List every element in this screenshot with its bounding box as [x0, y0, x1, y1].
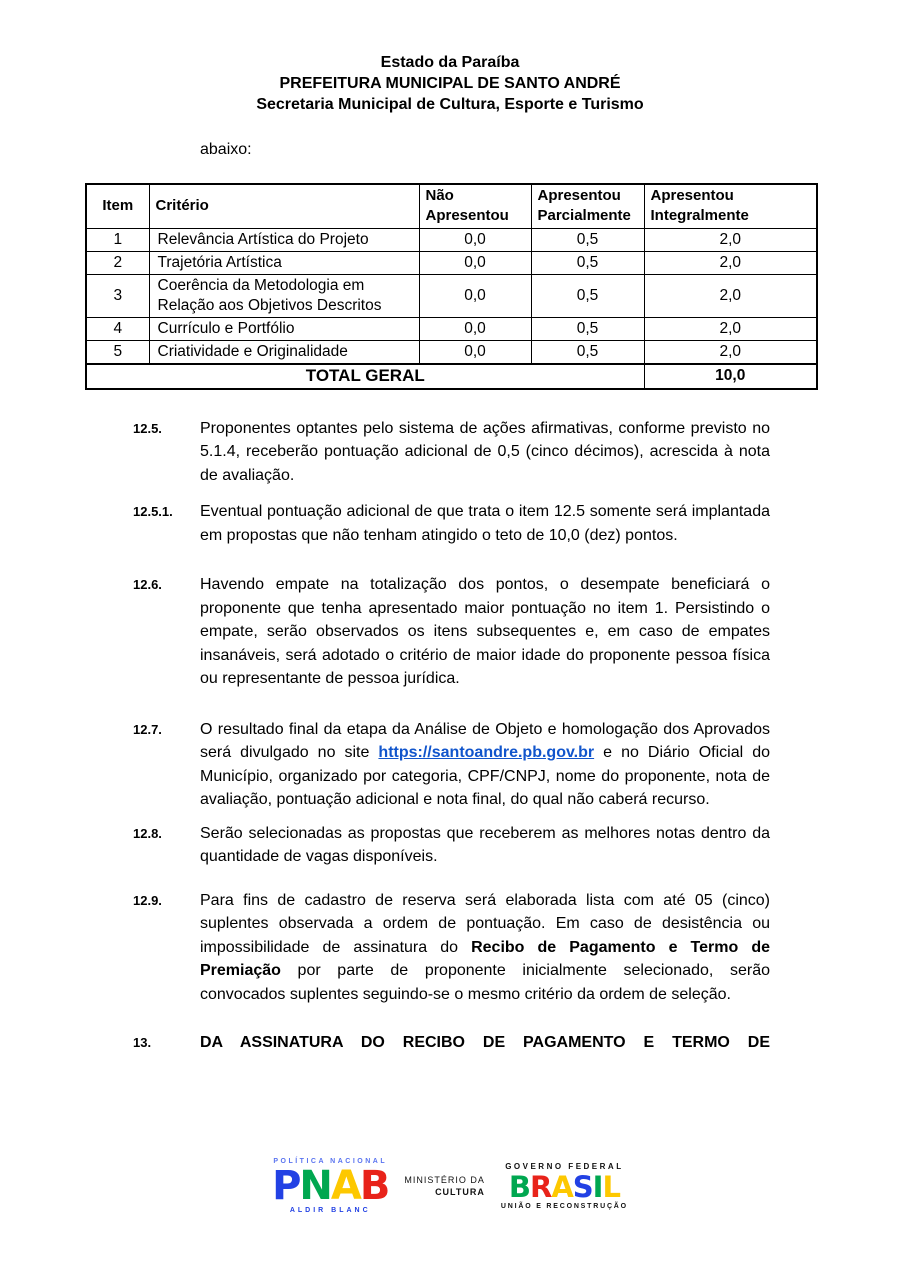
pnab-letter-b: B [359, 1163, 389, 1209]
cell-item: 5 [86, 340, 149, 364]
cell-criterio: Relevância Artística do Projeto [149, 228, 419, 251]
cell-item: 1 [86, 228, 149, 251]
col-header-criterio: Critério [149, 184, 419, 228]
clause-number: 13. [133, 1035, 152, 1050]
cell-nao: 0,0 [419, 251, 531, 274]
cell-parcial: 0,5 [531, 317, 644, 340]
section-13-heading [133, 1031, 770, 1055]
brasil-letter-s: S [572, 1170, 593, 1204]
pnab-letter-n: N [299, 1163, 331, 1209]
paragraph-12-5 [133, 417, 770, 488]
clause-number: 12.7. [133, 721, 162, 737]
cell-nao: 0,0 [419, 340, 531, 364]
governo-federal-brasil-logo [501, 1162, 628, 1210]
cell-nao: 0,0 [419, 274, 531, 317]
brasil-letter-l: L [602, 1170, 620, 1204]
cell-integral: 2,0 [644, 251, 817, 274]
clause-number: 12.6. [133, 577, 162, 592]
table-total-row [86, 364, 817, 389]
pnab-politica-nacional-label: POLÍTICA NACIONAL [273, 1158, 388, 1165]
paragraph-12-6 [133, 573, 770, 691]
clause-number: 12.9. [133, 892, 162, 908]
ministerio-line1: MINISTÉRIO DA [404, 1175, 485, 1185]
header-secretaria: Secretaria Municipal de Cultura, Esporte e Turismo [256, 96, 644, 113]
document-header [0, 52, 900, 115]
clause-text-after-link: e no Diário Oficial do Município, organizado por categoria, CPF/CNPJ, nome do proponente, nota de avaliação, pontuação adicional e nota final, do qual não caberá recurso. [200, 744, 770, 808]
intro-text: abaixo: [200, 141, 252, 158]
cell-parcial: 0,5 [531, 228, 644, 251]
paragraph-12-9 [133, 889, 770, 1007]
paragraph-12-7 [133, 718, 770, 812]
table-row [86, 340, 817, 364]
cell-integral: 2,0 [644, 228, 817, 251]
brasil-letter-b: B [508, 1170, 530, 1204]
cell-item: 3 [86, 274, 149, 317]
ministerio-da-cultura-wordmark [404, 1174, 485, 1198]
table-row [86, 317, 817, 340]
santoandre-site-link[interactable]: https://santoandre.pb.gov.br [378, 744, 595, 761]
header-prefeitura: PREFEITURA MUNICIPAL DE SANTO ANDRÉ [279, 75, 621, 92]
col-header-apresentou-integralmente: Apresentou Integralmente [644, 184, 817, 228]
clause-text [200, 889, 770, 1007]
cell-integral: 2,0 [644, 340, 817, 364]
brasil-letter-r: R [529, 1170, 552, 1204]
cell-parcial: 0,5 [531, 340, 644, 364]
clauses-section [133, 417, 770, 1055]
cell-criterio: Trajetória Artística [149, 251, 419, 274]
cell-item: 2 [86, 251, 149, 274]
brasil-logo-letters [501, 1171, 628, 1203]
clause-text [200, 718, 770, 812]
total-label: TOTAL GERAL [86, 364, 644, 389]
clause-text: Eventual pontuação adicional de que trata o item 12.5 somente será implantada em propostas que não tenham atingido o teto de 10,0 (dez) pontos. [200, 503, 770, 544]
pnab-logo-letters [272, 1165, 388, 1207]
cell-item: 4 [86, 317, 149, 340]
clause-text-segment: Para fins de cadastro de reserva será elaborada lista com até 05 (cinco) suplentes observada a ordem de pontuação. Em caso de desistência ou impossibilidade de assinatura do [200, 891, 770, 956]
pnab-aldir-blanc-label: ALDIR BLANC [289, 1207, 371, 1214]
clause-text: Proponentes optantes pelo sistema de ações afirmativas, conforme previsto no 5.1.4, receberão pontuação adicional de 0,5 (cinco décimos), acrescida à nota de avaliação. [200, 419, 770, 484]
cell-criterio: Criatividade e Originalidade [149, 340, 419, 364]
table-row [86, 251, 817, 274]
clause-text-before-link: O resultado final da etapa da Análise de Objeto e homologação dos Aprovados será divulgado no site [200, 720, 770, 761]
total-value: 10,0 [644, 364, 817, 389]
cell-nao: 0,0 [419, 317, 531, 340]
pnab-aldir-blanc-logo [272, 1158, 388, 1214]
cell-integral: 2,0 [644, 274, 817, 317]
governo-federal-label: GOVERNO FEDERAL [505, 1162, 624, 1171]
col-header-item: Item [86, 184, 149, 228]
ministerio-line2: CULTURA [435, 1187, 485, 1197]
cell-integral: 2,0 [644, 317, 817, 340]
cell-criterio: Currículo e Portfólio [149, 317, 419, 340]
brasil-letter-i: I [592, 1170, 603, 1204]
col-header-apresentou-parcialmente: Apresentou Parcialmente [531, 184, 644, 228]
clause-text: Serão selecionadas as propostas que receberem as melhores notas dentro da quantidade de vagas disponíveis. [200, 824, 770, 865]
section-heading-text: DA ASSINATURA DO RECIBO DE PAGAMENTO E TERMO DE [200, 1034, 770, 1051]
brasil-letter-a: A [551, 1170, 573, 1204]
footer-logos [0, 1158, 900, 1214]
pnab-letter-p: P [272, 1163, 300, 1209]
cell-nao: 0,0 [419, 228, 531, 251]
clause-number: 12.5. [133, 420, 162, 436]
table-header-row [86, 184, 817, 228]
cell-criterio: Coerência da Metodologia em Relação aos Objetivos Descritos [149, 274, 419, 317]
clause-number: 12.8. [133, 825, 162, 841]
clause-text: Havendo empate na totalização dos pontos, o desempate beneficiará o proponente que tenha apresentado maior pontuação no item 1. Persistindo o empate, serão observados os itens subsequentes e, em caso de empates insanáveis, será adotado o critério de maior idade do proponente pessoa física ou representante de pessoa jurídica. [200, 576, 770, 687]
pnab-letter-a: A [330, 1163, 360, 1209]
cell-parcial: 0,5 [531, 251, 644, 274]
table-row [86, 228, 817, 251]
clause-text-segment: por parte de proponente inicialmente selecionado, serão convocados suplentes seguindo-se o mesmo critério da ordem de seleção. [200, 962, 770, 1003]
clause-number: 12.5.1. [133, 504, 173, 519]
criteria-table [85, 183, 818, 390]
clause-bold-term: Recibo de Pagamento e Termo de Premiação [200, 938, 770, 979]
uniao-e-reconstrucao-label: UNIÃO E RECONSTRUÇÃO [500, 1203, 628, 1210]
col-header-nao-apresentou: Não Apresentou [419, 184, 531, 228]
header-state: Estado da Paraíba [380, 54, 520, 71]
cell-parcial: 0,5 [531, 274, 644, 317]
paragraph-12-5-1 [133, 500, 770, 547]
paragraph-12-8 [133, 822, 770, 869]
table-row [86, 274, 817, 317]
